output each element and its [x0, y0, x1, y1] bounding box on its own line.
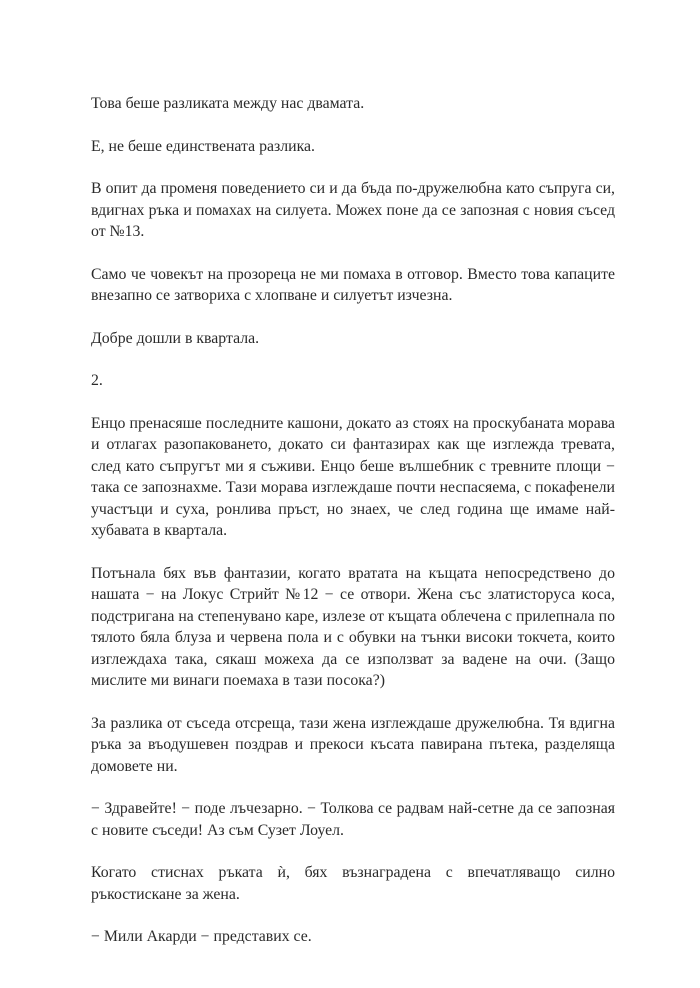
document-body	[91, 93, 615, 969]
dialogue-paragraph: − Мили Акарди − представих се.	[91, 928, 312, 945]
paragraph: Само че човекът на прозореца не ми помаха в отговор. Вместо това капаците внезапно се затвориха с хлопване и силуетът изчезна.	[91, 265, 615, 304]
paragraph: В опит да променя поведението си и да бъда по-дружелюбна като съпруга си, вдигнах ръка и помахах на силуета. Можех поне да се запозная с новия съсед от №13.	[91, 180, 615, 240]
paragraph: Енцо пренасяше последните кашони, докато аз стоях на проскубаната морава и отлагах разопаковането, докато си фантазирах как ще изглежда тревата, след като съпругът ми я съживи. Енцо беше вълшебник с тревните площи − така се запознахме. Тази морава изглеждаше почти неспасяема, с покафенели участъци и суха, ронлива пръст, но знаех, че след година ще имаме най-хубавата в квартала.	[91, 414, 615, 539]
paragraph: Това беше разликата между нас двамата.	[91, 95, 365, 112]
paragraph: Е, не беше единствената разлика.	[91, 137, 315, 155]
paragraph: За разлика от съседа отсреща, тази жена изглеждаше дружелюбна. Тя вдигна ръка за въодушевен поздрав и прекоси късата павирана пътека, разделяща домовете ни.	[91, 714, 615, 775]
paragraph: Потънала бях във фантазии, когато вратата на къщата непосредствено до нашата − на Локус Стрийт №12 − се отвори. Жена със златисторуса коса, подстригана на степенувано каре, излезе от къщата облечена с прилепнала по тялото бяла блуза и червена пола и с обувки на тънки високи токчета, които изглеждаха така, сякаш можеха да се използват за вадене на очи. (Защо мислите ми винаги поемаха в тази посока?)	[91, 564, 615, 689]
dialogue-paragraph: − Здравейте! − поде лъчезарно. − Толкова се радвам най-сетне да се запозная с новите съседи! Аз съм Сузет Лоуел.	[91, 800, 615, 839]
paragraph: Когато стиснах ръката ѝ, бях възнаградена с впечатляващо силно ръкостискане за жена.	[91, 864, 615, 903]
chapter-number: 2.	[91, 372, 103, 389]
paragraph: Добре дошли в квартала.	[91, 329, 260, 347]
